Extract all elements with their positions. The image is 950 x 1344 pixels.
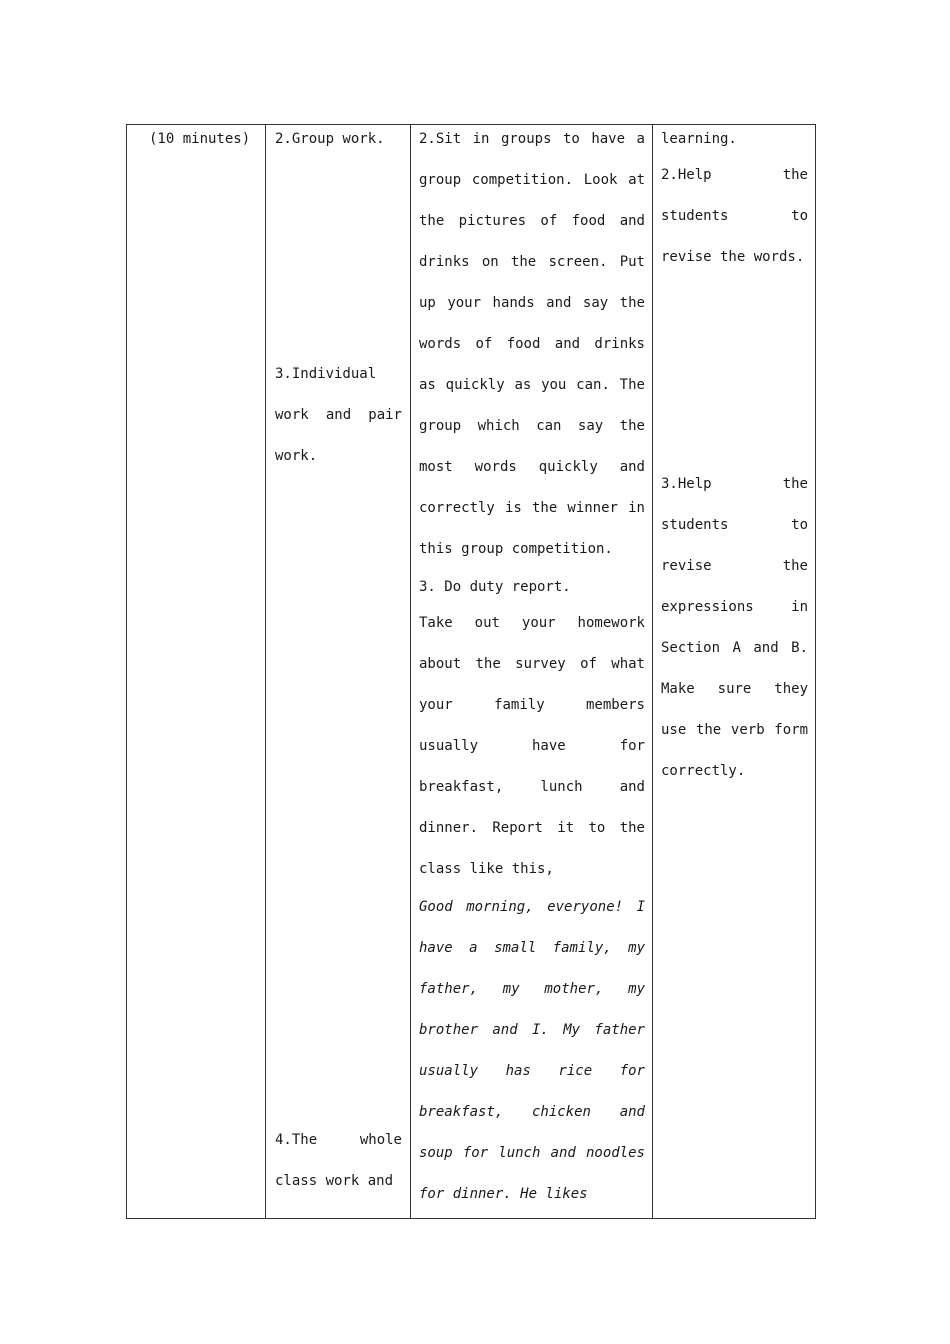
student-activity-cell (419, 125, 645, 1218)
text-line: 3.Help the (661, 476, 808, 492)
text-line: work and pair (275, 407, 402, 423)
text-line: 3. Do duty report. (419, 579, 571, 595)
text-line: 2.Help the (661, 167, 808, 183)
text-line: dinner. Report it to the (419, 820, 645, 836)
text-line: your family members (419, 697, 645, 713)
lesson-plan-table (126, 124, 816, 1219)
text-line: Section A and B. (661, 640, 808, 656)
text-line: 2.Sit in groups to have a (419, 131, 645, 147)
text-line: most words quickly and (419, 459, 645, 475)
text-line: revise the words. (661, 249, 805, 265)
text-line: this group competition. (419, 541, 613, 557)
activity-type-cell (275, 125, 402, 1218)
text-line: class like this, (419, 861, 554, 877)
text-line: for dinner. He likes (419, 1186, 588, 1202)
text-line: usually have for (419, 738, 645, 754)
text-line: students to (661, 517, 808, 533)
text-line: Good morning, everyone! I (419, 899, 645, 915)
text-line: soup for lunch and noodles (419, 1145, 645, 1161)
column-divider (652, 125, 653, 1218)
text-line: breakfast, chicken and (419, 1104, 645, 1120)
text-line: work. (275, 448, 318, 464)
text-line: Take out your homework (419, 615, 645, 631)
column-divider (265, 125, 266, 1218)
text-line: up your hands and say the (419, 295, 645, 311)
text-line: correctly is the winner in (419, 500, 645, 516)
text-line: Make sure they (661, 681, 808, 697)
text-line: 2.Group work. (275, 131, 385, 147)
text-line: group competition. Look at (419, 172, 645, 188)
column-divider (410, 125, 411, 1218)
text-line: correctly. (661, 763, 746, 779)
time-cell (127, 125, 265, 1218)
text-line: about the survey of what (419, 656, 645, 672)
text-line: drinks on the screen. Put (419, 254, 645, 270)
text-line: class work and (275, 1173, 394, 1189)
text-line: father, my mother, my (419, 981, 645, 997)
text-line: usually has rice for (419, 1063, 645, 1079)
text-line: students to (661, 208, 808, 224)
text-line: 3.Individual (275, 366, 377, 382)
text-line: breakfast, lunch and (419, 779, 645, 795)
text-line: words of food and drinks (419, 336, 645, 352)
text-line: learning. (661, 131, 737, 147)
text-line: revise the (661, 558, 808, 574)
teacher-activity-cell (661, 125, 808, 1218)
text-line: 4.The whole (275, 1132, 402, 1148)
text-line: as quickly as you can. The (419, 377, 645, 393)
text-line: brother and I. My father (419, 1022, 645, 1038)
text-line: group which can say the (419, 418, 645, 434)
text-line: use the verb form (661, 722, 808, 738)
text-line: have a small family, my (419, 940, 645, 956)
text-line: the pictures of food and (419, 213, 645, 229)
time-text: (10 minutes) (149, 131, 251, 147)
text-line: expressions in (661, 599, 808, 615)
